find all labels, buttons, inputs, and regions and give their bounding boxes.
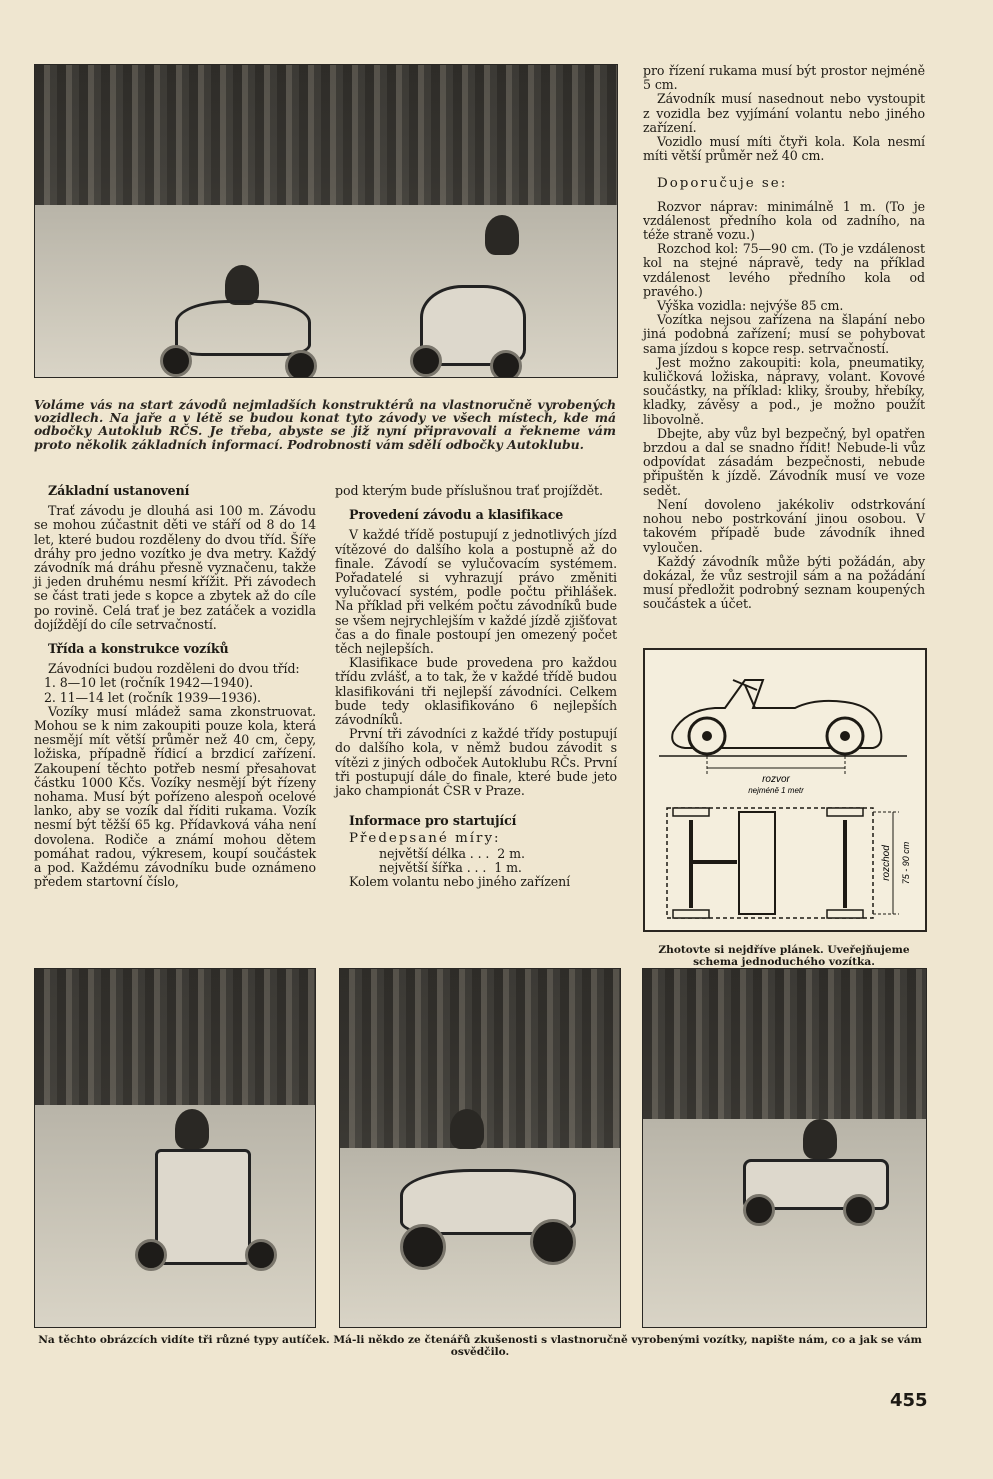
- rear-left-wheel-top: [827, 808, 863, 816]
- measure-label: největší šířka . . .: [379, 859, 487, 875]
- list-item: 2. 11—14 let (ročník 1939—1936).: [44, 689, 261, 705]
- paragraph: Dbejte, aby vůz byl bezpečný, byl opatřen brzdou a dal se snadno řídit! Nebude-li vůz odpovídat zásadám bezpečnosti, nebude připuštěn k jízdě. Závodník musí ve voze sedět.: [643, 425, 925, 498]
- paragraph: Vozidlo musí míti čtyři kola. Kola nesmí míti větší průměr než 40 cm.: [643, 134, 925, 164]
- photo-kart: [175, 300, 311, 356]
- subheading-predepsane-miry: Předepsané míry:: [349, 831, 501, 847]
- paragraph: pro řízení rukama musí být prostor nejméně 5 cm.: [643, 63, 925, 93]
- front-wheel-hub: [702, 731, 712, 741]
- paragraph: Vozítka nejsou zařízena na šlapání nebo jiná podobná zařízení; musí se pohybovat sama jízdou s kopce resp. setrvačností.: [643, 312, 925, 356]
- kart-top-seat: [739, 812, 775, 914]
- photo-wheel: [135, 1239, 167, 1271]
- heading-informace: Informace pro startující: [349, 813, 517, 829]
- list-item: 1. 8—10 let (ročník 1942—1940).: [44, 675, 254, 691]
- page-number: 455: [890, 1390, 928, 1411]
- paragraph: Kolem volantu nebo jiného zařízení: [349, 874, 571, 890]
- photo-road: [35, 205, 617, 377]
- heading-trida-konstrukce: Třída a konstrukce vozíků: [48, 641, 229, 657]
- heading-doporucuje-se: Doporučuje se:: [657, 176, 788, 192]
- label-rozchod-sub: 75 - 90 cm: [901, 841, 911, 885]
- paragraph: Každý závodník může býti požádán, aby dokázal, že vůz sestrojil sám a na požádání musí předložit podrobný seznam koupených součástek a účet.: [643, 553, 925, 612]
- photo-bottom-middle: [339, 968, 621, 1328]
- measure-row: [335, 847, 617, 861]
- photo-bottom-right: [642, 968, 927, 1328]
- measure-row: [335, 861, 617, 875]
- bottom-caption: Na těchto obrázcích vidíte tři různé typy autíček. Má-li někdo ze čtenářů zkušenosti s vlastnoručně vyrobenými vozítky, napište nám, co a jak se vám osvědčilo.: [38, 1334, 922, 1358]
- front-right-wheel-top: [673, 910, 709, 918]
- measure-value: 2 m.: [497, 845, 525, 861]
- paragraph: Vozíky musí mládež sama zkonstruovat. Mohou se k nim zakoupiti pouze kola, která nesmějí mít větší průměr než 40 cm, čepy, ložiska, případně řídicí a brzdicí zařízení. Zakoupení těchto potřeb nesmí přesahovat částku 1000 Kčs. Vozíky nesmějí být řízeny nohama. Musí být pořízeno alespoň ocelové lanko, aby se vozík dal říditi rukama. Vozík nesmí být těžší 65 kg. Přídavková váha není dovolena. Rodiče a známí mohou dětem pomáhat radou, výkresem, koupí součástek a pod. Každému závodníku bude oznámeno předem startovní číslo,: [34, 703, 316, 890]
- photo-wheel: [160, 345, 192, 377]
- photo-driver: [225, 265, 259, 305]
- paragraph: Závodník musí nasednout nebo vystoupit z vozidla bez vyjímání volantu nebo jiného zařízení.: [643, 91, 925, 135]
- photo-wheel: [743, 1194, 775, 1226]
- kart-schematic-diagram: [643, 648, 927, 932]
- photo-driver: [175, 1109, 209, 1149]
- paragraph: Rozvor náprav: minimálně 1 m. (To je vzdálenost předního kola od zadního, na téže straně vozu.): [643, 198, 925, 243]
- photo-top-race: [34, 64, 618, 378]
- photo-wheel: [410, 345, 442, 377]
- photo-driver: [450, 1109, 484, 1149]
- column-1: [34, 484, 316, 889]
- paragraph: Jest možno zakoupiti: kola, pneumatiky, kuličková ložiska, nápravy, volant. Kovové součástky, na příklad: kliky, šrouby, hřebíky, kladky, závěsy a pod., je možno použít libovolně.: [643, 354, 925, 427]
- heading-provedeni-zavodu: Provedení závodu a klasifikace: [349, 507, 564, 523]
- paragraph: V každé třídě postupují z jednotlivých jízd vítězové do dalšího kola a postupně až do finale. Závodí se vylučovacím systémem. Pořadatelé si vyhrazují právo změniti vylučovací systém, podle počtu přihlášek. Na příklad při velkém počtu závodníků bude se všem nejrychlejším v každé jízdě zjišťovat čas a do finale postoupí jen omezený počet těch nejlepších.: [335, 527, 617, 657]
- paragraph: Výška vozidla: nejvýše 85 cm.: [657, 298, 844, 314]
- paragraph: Trať závodu je dlouhá asi 100 m. Závodu se mohou zúčastnit děti ve stáří od 8 do 14 let, které budou rozděleny do dvou tříd. Šíře dráhy pro jedno vozítko je dva metry. Každý závodník má dráhu přesně vyznačenu, takže ji jeden druhému nesmí křížit. Při závodech se část trati jede s kopce a zbytek až do cíle po rovině. Celá trať je bez zatáček a vozidla dojíždějí do cíle setrvačností.: [34, 503, 316, 632]
- rear-wheel-hub: [840, 731, 850, 741]
- photo-wheel: [530, 1219, 576, 1265]
- paragraph: pod kterým bude příslušnou trať projíždět.: [335, 483, 603, 498]
- photo-wheel: [490, 350, 522, 378]
- diagram-caption: Zhotovte si nejdříve plánek. Uveřejňujeme schema jednoduchého vozítka.: [658, 944, 910, 968]
- paragraph: Rozchod kol: 75—90 cm. (To je vzdálenost kol na stejné nápravě, tedy na příklad vzdálenost levého předního kola od pravého.): [643, 241, 925, 299]
- label-rozchod: rozchod: [881, 845, 892, 881]
- photo-wheel: [400, 1224, 446, 1270]
- measure-label: největší délka . . .: [379, 845, 490, 861]
- heading-zakladni-ustanoveni: Základní ustanovení: [48, 483, 190, 498]
- photo-kart: [155, 1149, 251, 1265]
- paragraph: Klasifikace bude provedena pro každou třídu zvlášť, a to tak, že v každé třídě budou klasifikováni tři nejlepší závodníci. Celkem bude tedy oklasifikováno 6 nejlepších závodníků.: [335, 655, 617, 728]
- kart-schematic-svg: [645, 650, 925, 930]
- label-rozvor: rozvor: [762, 774, 790, 785]
- photo-bottom-left: [34, 968, 316, 1328]
- photo-wheel: [285, 350, 317, 378]
- label-rozvor-sub: nejméně 1 metr: [748, 786, 804, 795]
- paragraph: Závodníci budou rozděleni do dvou tříd:: [48, 661, 300, 677]
- column-3: [643, 64, 925, 612]
- photo-crowd: [35, 65, 617, 205]
- paragraph: Není dovoleno jakékoliv odstrkování nohou nebo postrkování jinou osobou. V takovém případě bude závodník ihned vyloučen.: [643, 496, 925, 555]
- rear-right-wheel-top: [827, 910, 863, 918]
- photo-driver: [803, 1119, 837, 1159]
- photo-crowd: [35, 969, 315, 1105]
- front-left-wheel-top: [673, 808, 709, 816]
- paragraph: První tři závodníci z každé třídy postupují do dalšího kola, v němž budou závodit s vítězi z jiných odboček Autoklubu RČs. První tři postupují dále do finale, které bude jeto jako championát ČSR v Praze.: [335, 726, 617, 799]
- photo-wheel: [245, 1239, 277, 1271]
- measure-value: 1 m.: [494, 859, 522, 875]
- photo-road: [643, 1119, 926, 1327]
- photo-driver: [485, 215, 519, 255]
- photo-crowd: [643, 969, 926, 1119]
- column-2: [335, 484, 617, 889]
- top-caption: Voláme vás na start závodů nejmladších konstruktérů na vlastnoručně vyrobených vozidlech. Na jaře a v létě se budou konat tyto závody ve všech místech, kde má odbočky Autoklub RČS. Je třeba, abyste se již nyní připravovali a řekneme vám proto několik základních informací. Podrobnosti vám sdělí odbočky Autoklubu.: [34, 397, 616, 452]
- photo-wheel: [843, 1194, 875, 1226]
